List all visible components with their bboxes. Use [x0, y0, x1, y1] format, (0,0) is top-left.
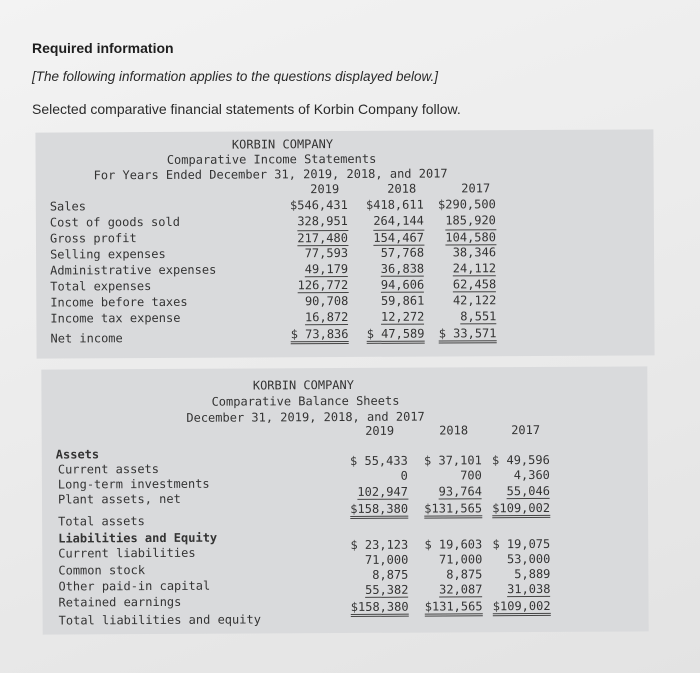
required-information-title: Required information: [32, 40, 174, 56]
income-cell: 94,606: [380, 277, 425, 292]
income-cell: 42,122: [452, 293, 497, 308]
income-cell: 77,593: [304, 245, 349, 261]
equity-header: Liabilities and Equity: [58, 530, 218, 546]
income-cell: 36,838: [380, 261, 425, 276]
balance-row-label: Current assets: [57, 461, 160, 477]
income-cell: 38,346: [452, 245, 497, 260]
balance-row-label: Total assets: [58, 514, 145, 529]
balance-cell: 31,038: [507, 581, 551, 597]
balance-cell: 53,000: [506, 551, 551, 567]
balance-cell: $109,002: [493, 599, 551, 616]
income-row-label: Total expenses: [50, 279, 152, 294]
intro-text: Selected comparative financial statements of Korbin Company follow.: [32, 101, 461, 117]
income-cell: 264,144: [373, 213, 424, 228]
balance-statement-period: December 31, 2019, 2018, and 2017: [186, 409, 425, 425]
income-cell: $418,611: [365, 197, 424, 212]
balance-cell: $158,380: [350, 502, 408, 519]
balance-cell: $ 55,433: [349, 453, 408, 468]
balance-cell: $109,002: [492, 501, 550, 518]
income-cell: $290,500: [437, 197, 496, 212]
income-cell: 328,951: [297, 213, 348, 229]
income-cell: $ 47,589: [367, 327, 425, 344]
income-statement-table: [35, 129, 654, 358]
income-row-label: Net income: [50, 331, 123, 346]
balance-cell: 4,360: [513, 467, 550, 483]
income-year-2019: 2019: [310, 182, 340, 197]
income-row-label: Administrative expenses: [50, 262, 217, 278]
instruction-note: [The following information applies to the questions displayed below.]: [32, 69, 438, 84]
income-row-label: Selling expenses: [50, 246, 166, 262]
balance-cell: $158,380: [351, 600, 409, 617]
income-row-label: Income before taxes: [50, 294, 188, 310]
balance-company-name: KORBIN COMPANY: [252, 377, 355, 393]
balance-cell: 71,000: [364, 552, 409, 567]
income-row-label: Income tax expense: [50, 310, 181, 326]
balance-cell: $131,565: [424, 501, 482, 518]
balance-cell: 8,875: [372, 567, 409, 582]
balance-cell: 102,947: [357, 484, 408, 499]
balance-cell: 93,764: [438, 484, 482, 499]
balance-cell: $ 19,075: [492, 536, 551, 552]
balance-cell: 700: [460, 468, 482, 483]
balance-cell: 0: [400, 468, 408, 483]
balance-cell: 55,046: [506, 483, 550, 499]
balance-row-label: Total liabilities and equity: [58, 612, 261, 628]
balance-cell: 8,875: [446, 567, 483, 582]
income-cell: 217,480: [297, 230, 349, 246]
balance-row-label: Other paid-in capital: [58, 578, 211, 594]
income-company-name: KORBIN COMPANY: [231, 137, 334, 152]
balance-cell: $131,565: [425, 599, 483, 616]
assets-header: Assets: [55, 447, 100, 462]
income-year-2017: 2017: [461, 181, 491, 196]
income-cell: $ 73,836: [291, 327, 349, 344]
income-cell: 104,580: [445, 230, 497, 245]
income-year-2018: 2018: [387, 181, 417, 196]
balance-cell: $ 19,603: [424, 537, 483, 552]
income-cell: 8,551: [460, 309, 497, 324]
income-cell: 154,467: [373, 230, 425, 245]
income-cell: 16,872: [304, 309, 349, 325]
income-cell: 185,920: [445, 213, 496, 228]
income-cell: 49,179: [304, 261, 349, 277]
balance-year-2017: 2017: [511, 422, 541, 438]
income-row-label: Gross profit: [49, 231, 137, 246]
balance-row-label: Plant assets, net: [57, 491, 181, 507]
income-cell: $ 33,571: [439, 326, 497, 343]
income-statement-title: Comparative Income Statements: [166, 151, 377, 167]
balance-cell: 71,000: [438, 552, 483, 567]
income-cell: 57,768: [380, 245, 425, 260]
balance-statement-title: Comparative Balance Sheets: [211, 393, 400, 409]
balance-cell: 32,087: [439, 582, 483, 597]
balance-cell: $ 37,101: [423, 453, 482, 468]
income-cell: 90,708: [304, 293, 349, 309]
balance-cell: $ 49,596: [491, 452, 550, 468]
balance-cell: $ 23,123: [350, 537, 409, 552]
income-cell: $546,431: [289, 197, 348, 213]
income-cell: 62,458: [452, 277, 497, 292]
balance-row-label: Common stock: [58, 563, 146, 578]
balance-row-label: Current liabilities: [58, 545, 196, 561]
balance-year-2019: 2019: [365, 423, 395, 438]
income-cell: 12,272: [380, 309, 425, 324]
income-cell: 24,112: [452, 261, 497, 276]
income-cell: 126,772: [297, 277, 349, 293]
balance-year-2018: 2018: [439, 423, 469, 438]
income-cell: 59,861: [380, 293, 425, 308]
income-row-label: Sales: [49, 199, 86, 214]
income-statement-period: For Years Ended December 31, 2019, 2018, and 2017: [93, 166, 448, 183]
income-row-label: Cost of goods sold: [49, 214, 180, 230]
balance-cell: 5,889: [514, 566, 551, 582]
balance-sheet-table: [41, 366, 648, 634]
balance-row-label: Retained earnings: [58, 594, 182, 610]
balance-cell: 55,382: [365, 582, 409, 597]
balance-row-label: Long-term investments: [57, 476, 210, 492]
